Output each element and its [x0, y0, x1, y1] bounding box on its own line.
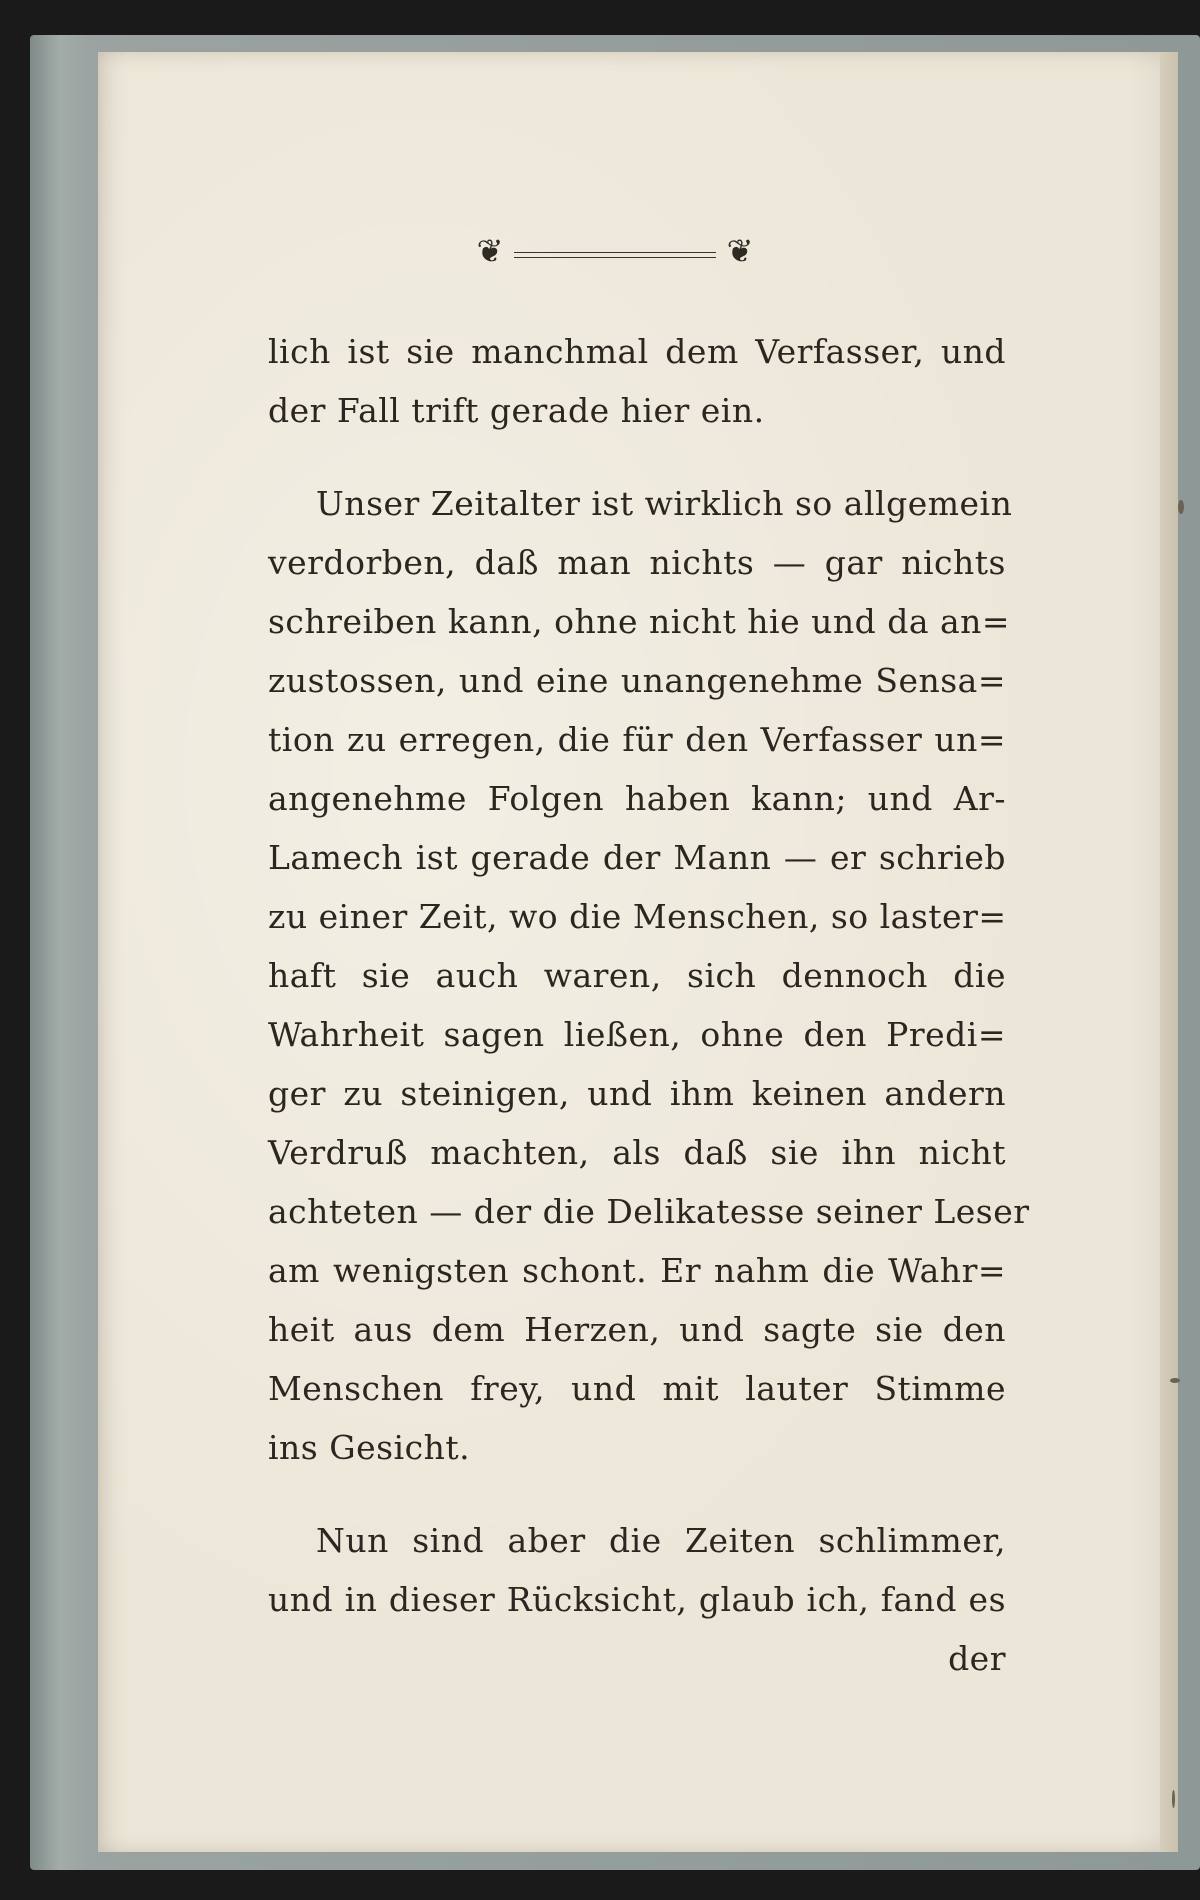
text-line: Unser Zeitalter ist wirklich so allgemein — [316, 484, 1013, 523]
text-line: ger zu steinigen, und ihm keinen andern — [268, 1074, 1006, 1113]
text-line: verdorben, daß man nichts — gar nichts — [268, 543, 1006, 582]
page-gutter — [1160, 52, 1178, 1852]
paper-speck — [1178, 500, 1184, 514]
header-ornament — [470, 228, 760, 274]
text-line: zustossen, und eine unangenehme Sensa= — [268, 661, 1006, 700]
paper-speck — [1172, 1790, 1175, 1808]
text-line: schreiben kann, ohne nicht hie und da an= — [268, 602, 1011, 641]
paper-speck — [1170, 1378, 1180, 1383]
text-line: heit aus dem Herzen, und sagte sie den — [268, 1310, 1006, 1349]
text-line: am wenigsten schont. Er nahm die Wahr= — [268, 1251, 1006, 1290]
text-line: angenehme Folgen haben kann; und Ar- — [268, 779, 1006, 818]
text-line: Verdruß machten, als daß sie ihn nicht — [268, 1133, 1006, 1172]
text-line: ins Gesicht. — [268, 1428, 471, 1467]
page-text — [268, 322, 1030, 1688]
text-line: lich ist sie manchmal dem Verfasser, und — [268, 332, 1006, 371]
text-line: der Fall trift gerade hier ein. — [268, 391, 765, 430]
catchword: der — [948, 1639, 1006, 1678]
text-line: Nun sind aber die Zeiten schlimmer, — [316, 1521, 1006, 1560]
text-line: Menschen frey, und mit lauter Stimme — [268, 1369, 1006, 1408]
text-line: achteten — der die Delikatesse seiner Leser — [268, 1192, 1030, 1231]
ornament-right-icon: ❦ — [726, 232, 754, 270]
ornament-left-icon: ❦ — [476, 232, 504, 270]
text-line: und in dieser Rücksicht, glaub ich, fand es — [268, 1580, 1006, 1619]
text-line: Lamech ist gerade der Mann — er schrieb — [268, 838, 1006, 877]
text-line: tion zu erregen, die für den Verfasser un= — [268, 720, 1006, 759]
ornament-rule — [514, 238, 716, 264]
text-line: zu einer Zeit, wo die Menschen, so laster= — [268, 897, 1007, 936]
text-line: haft sie auch waren, sich dennoch die — [268, 956, 1006, 995]
text-line: Wahrheit sagen ließen, ohne den Predi= — [268, 1015, 1006, 1054]
